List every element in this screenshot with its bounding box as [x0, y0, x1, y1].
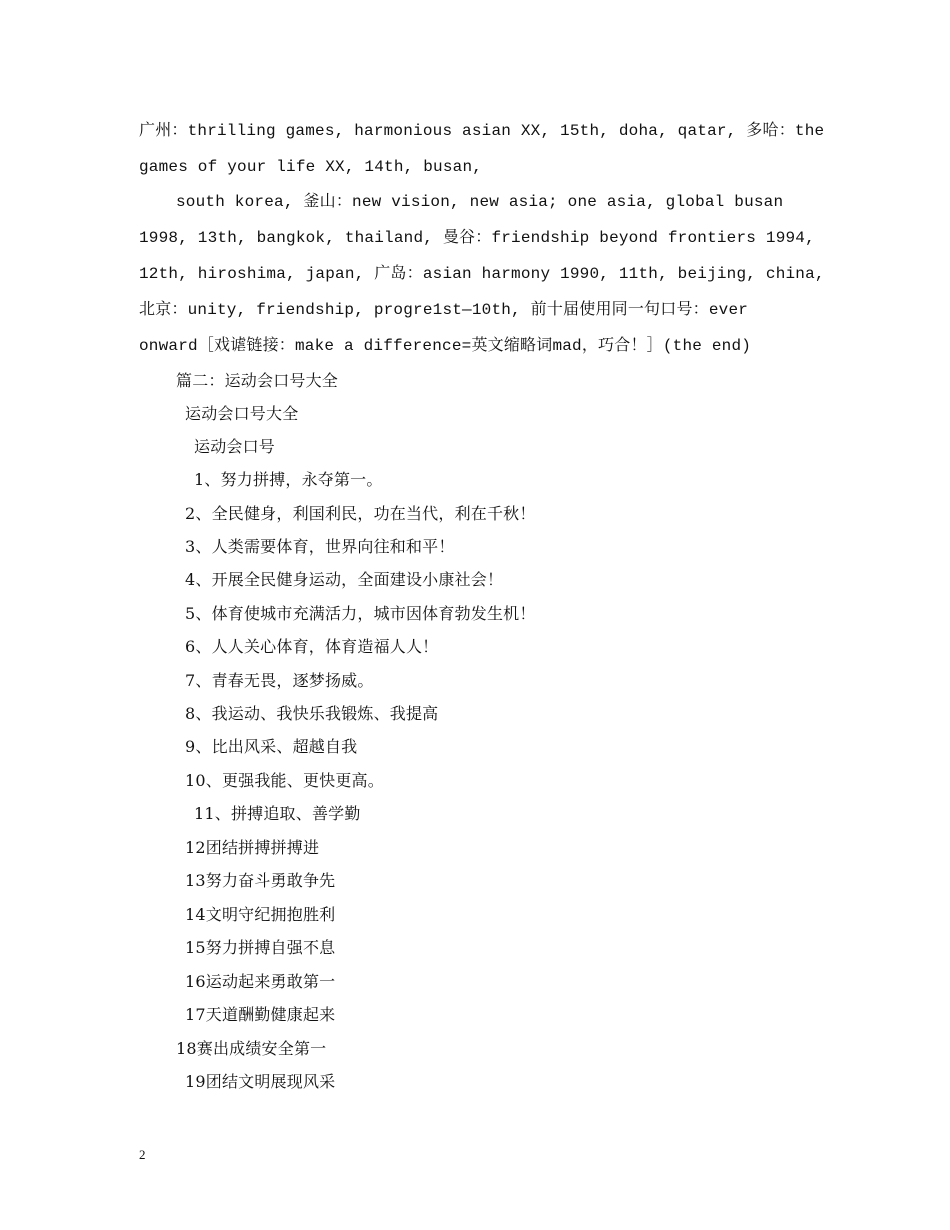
- slogan-item: 16运动起来勇敢第一: [185, 972, 336, 991]
- slogan-heading: 运动会口号: [194, 437, 276, 456]
- page-number: 2: [139, 1147, 146, 1162]
- subheading: 运动会口号大全: [185, 404, 299, 423]
- section-heading: 篇二：运动会口号大全: [176, 371, 339, 390]
- intro-line: 广州：thrilling games, harmonious asian XX, 15th, doha, qatar, 多哈：the: [139, 122, 825, 140]
- slogan-item: 9、比出风采、超越自我: [185, 737, 358, 756]
- slogan-item: 19团结文明展现风采: [185, 1072, 336, 1091]
- slogan-item: 14文明守纪拥抱胜利: [185, 905, 336, 924]
- slogan-item: 2、全民健身，利国利民，功在当代，利在千秋！: [185, 504, 536, 523]
- slogan-item: 15努力拼搏自强不息: [185, 938, 336, 957]
- slogan-item: 4、开展全民健身运动，全面建设小康社会！: [185, 570, 504, 589]
- slogan-item: 3、人类需要体育，世界向往和和平！: [185, 537, 455, 556]
- intro-line: south korea, 釜山：new vision, new asia; one asia, global busan: [176, 193, 784, 211]
- slogan-item: 6、人人关心体育，体育造福人人！: [185, 637, 439, 656]
- intro-line: 1998, 13th, bangkok, thailand, 曼谷：friendship beyond frontiers 1994,: [139, 229, 815, 247]
- slogan-item: 7、青春无畏，逐梦扬威。: [185, 671, 374, 690]
- slogan-item: 1、努力拼搏，永夺第一。: [194, 470, 383, 489]
- slogan-item: 12团结拼搏拼搏进: [185, 838, 320, 857]
- slogan-item: 10、更强我能、更快更高。: [185, 771, 384, 790]
- slogan-item: 11、拼搏追取、善学勤: [194, 804, 361, 823]
- slogan-item: 18赛出成绩安全第一: [176, 1039, 327, 1058]
- slogan-item: 13努力奋斗勇敢争先: [185, 871, 336, 890]
- slogan-item: 5、体育使城市充满活力，城市因体育勃发生机！: [185, 604, 536, 623]
- intro-line: 北京：unity, friendship, progre1st—10th, 前十届使用同一句口号：ever: [139, 301, 749, 319]
- intro-line: onward［戏谑链接：make a difference=英文缩略词mad，巧合！］(the end): [139, 337, 752, 355]
- intro-line: 12th, hiroshima, japan, 广岛：asian harmony 1990, 11th, beijing, china,: [139, 265, 825, 283]
- slogan-item: 17天道酬勤健康起来: [185, 1005, 336, 1024]
- intro-line: games of your life XX, 14th, busan,: [139, 158, 483, 176]
- slogan-item: 8、我运动、我快乐我锻炼、我提高: [185, 704, 439, 723]
